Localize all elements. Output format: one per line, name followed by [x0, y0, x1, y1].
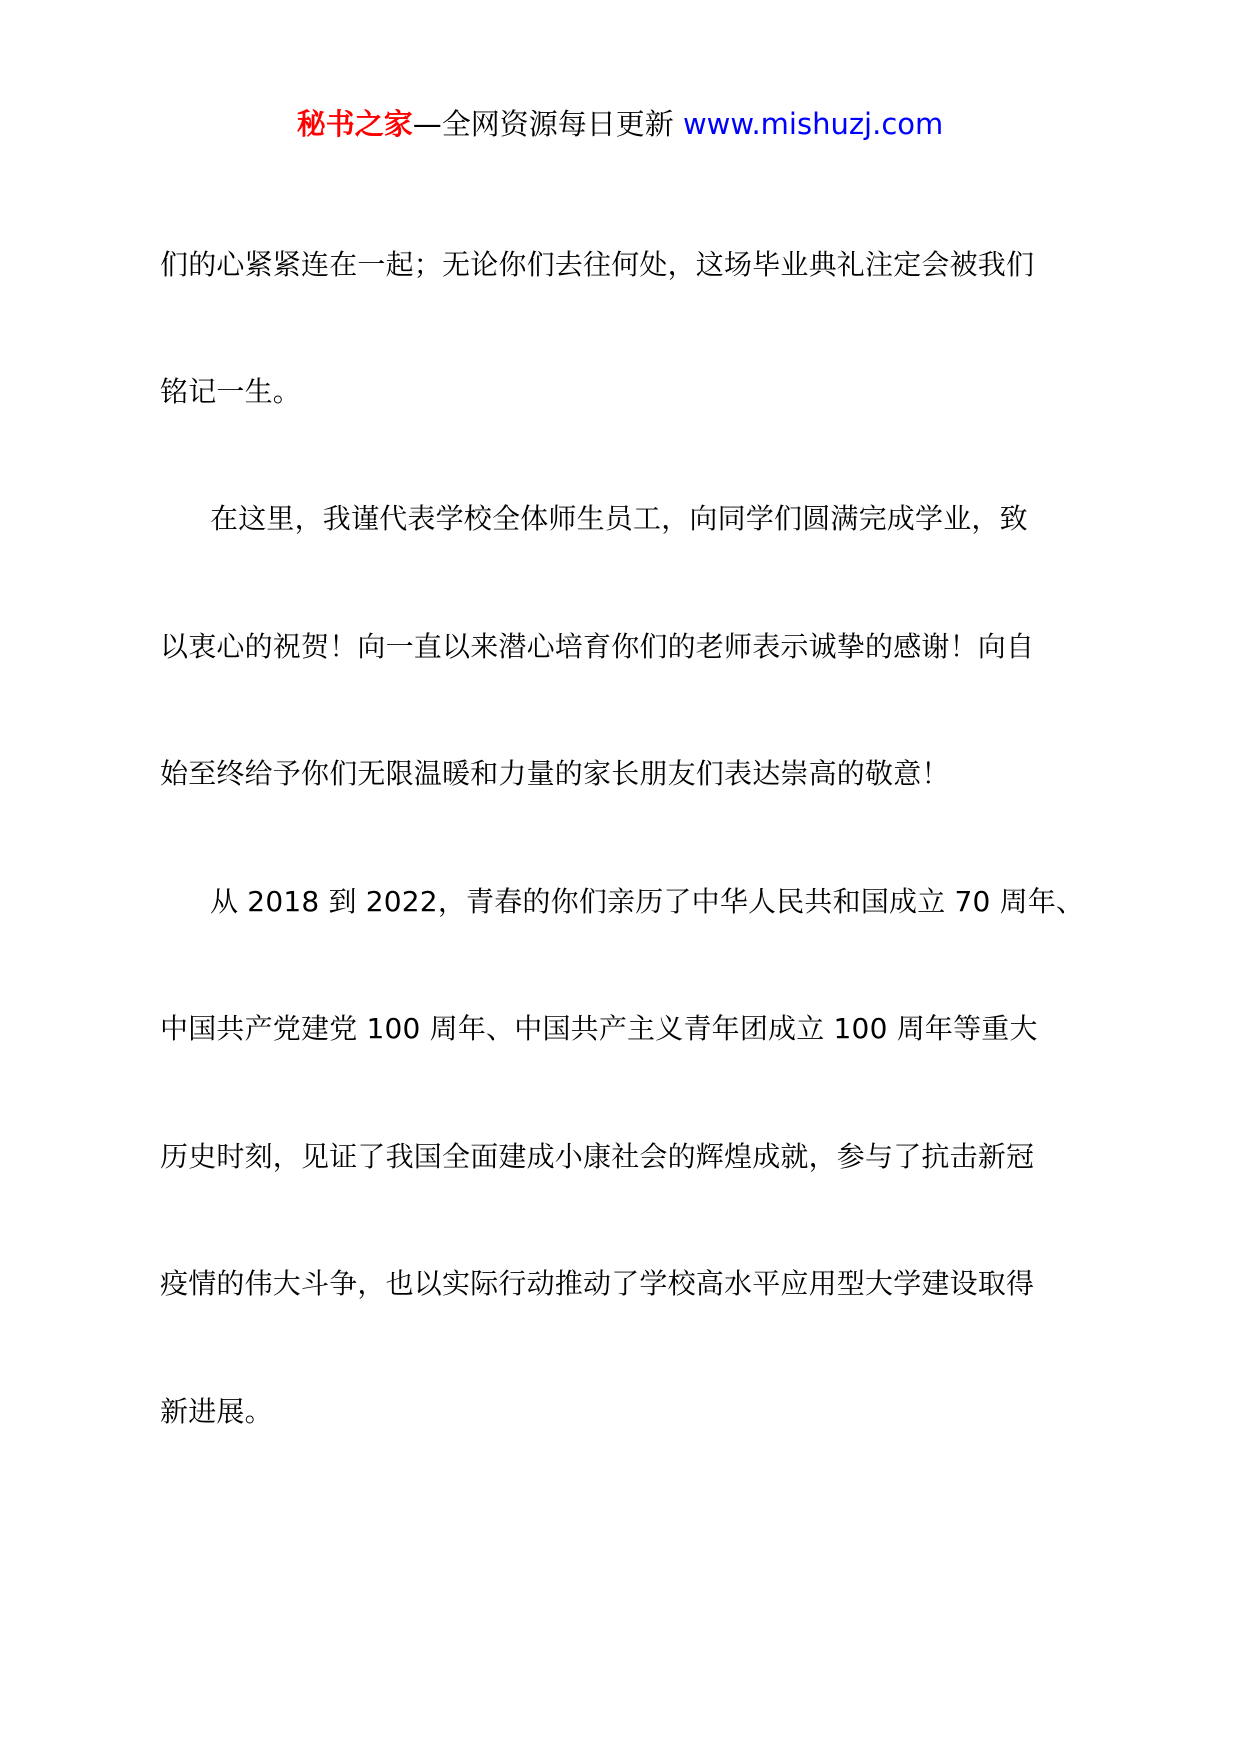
paragraph-line: 从 2018 到 2022，青春的你们亲历了中华人民共和国成立 70 周年、	[210, 885, 1085, 918]
site-url-link[interactable]: www.mishuzj.com	[682, 107, 944, 141]
paragraph-line: 中国共产党建党 100 周年、中国共产主义青年团成立 100 周年等重大	[160, 1012, 1038, 1045]
paragraph-line: 新进展。	[160, 1395, 273, 1428]
brand-name: 秘书之家	[296, 107, 413, 141]
page-header	[0, 100, 1240, 148]
paragraph-line: 疫情的伟大斗争，也以实际行动推动了学校高水平应用型大学建设取得	[160, 1267, 1035, 1300]
paragraph-line: 以衷心的祝贺！向一直以来潜心培育你们的老师表示诚挚的感谢！向自	[160, 630, 1035, 663]
paragraph-line: 始至终给予你们无限温暖和力量的家长朋友们表达崇高的敬意！	[160, 757, 950, 790]
paragraph-line: 在这里，我谨代表学校全体师生员工，向同学们圆满完成学业，致	[210, 502, 1028, 535]
paragraph-line: 们的心紧紧连在一起；无论你们去往何处，这场毕业典礼注定会被我们	[160, 248, 1035, 281]
header-tagline: —全网资源每日更新	[412, 107, 683, 141]
paragraph-line: 铭记一生。	[160, 375, 302, 408]
paragraph-line: 历史时刻，见证了我国全面建成小康社会的辉煌成就，参与了抗击新冠	[160, 1140, 1035, 1173]
